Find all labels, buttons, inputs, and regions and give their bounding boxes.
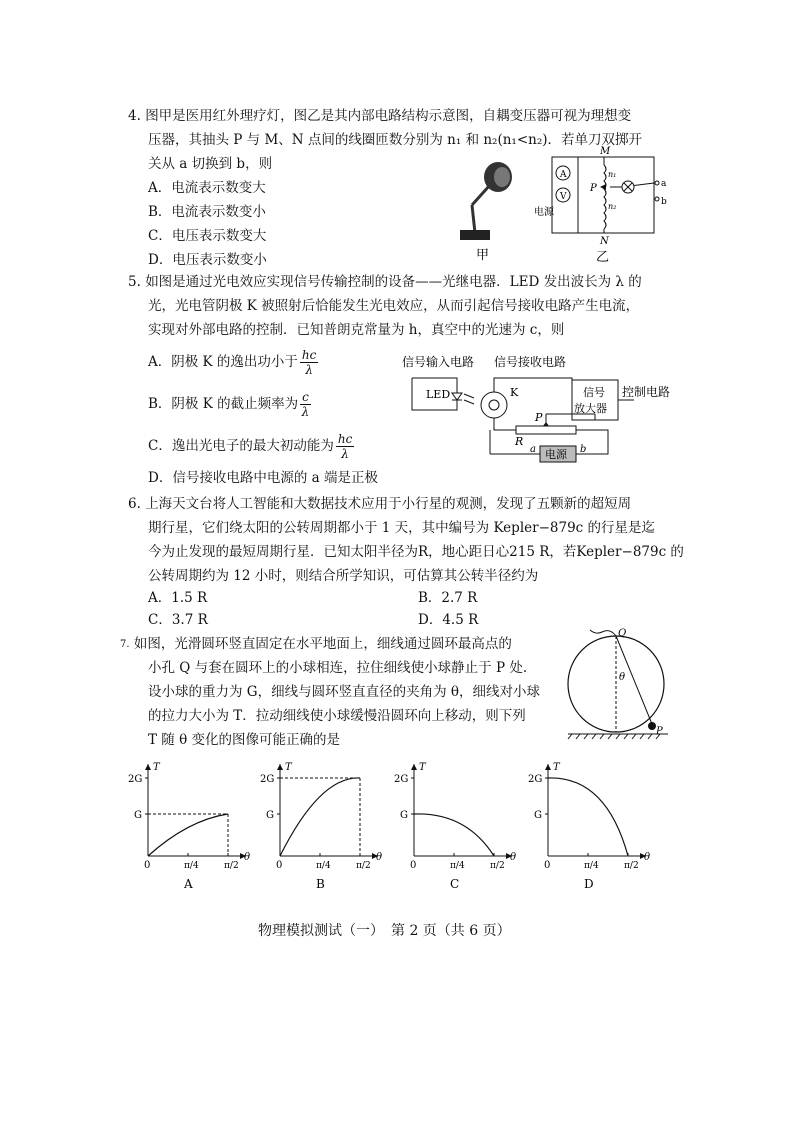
fig-P-label: P xyxy=(535,411,543,424)
cathode-label: K xyxy=(510,386,519,399)
q5-option-a-fraction xyxy=(300,348,318,377)
q4-number: 4. xyxy=(128,108,141,124)
origin-label: 0 xyxy=(410,860,417,871)
q5-text-3: 实现对外部电路的控制．已知普朗克常量为 h，真空中的光速为 c，则 xyxy=(148,322,565,338)
origin-label: 0 xyxy=(276,860,283,871)
fig-receive-label: 信号接收电路 xyxy=(494,355,567,369)
xtick-pi2-label: π/2 xyxy=(356,861,371,871)
q7-text-4: 的拉力大小为 T．拉动细线使小球缓慢沿圆环向上移动，则下列 xyxy=(148,708,526,724)
q4-option-b[interactable]: B．电流表示数变小 xyxy=(148,204,266,220)
q4-option-c[interactable]: C．电压表示数变大 xyxy=(148,228,267,244)
amp-label-2: 放大器 xyxy=(574,402,607,415)
origin-label: 0 xyxy=(144,860,151,871)
q5-option-b-fraction xyxy=(300,390,311,419)
xtick-pi4-label: π/4 xyxy=(450,861,465,871)
q5-number: 5. xyxy=(128,274,141,290)
y-axis-label: T xyxy=(553,762,560,773)
q4-text-2: 压器，其抽头 P 与 M、N 点间的线圈匝数分别为 n₁ 和 n₂(n₁<n₂)．若单刀双掷开 xyxy=(148,132,643,148)
control-label: 控制电路 xyxy=(622,385,671,399)
q7-graph-b[interactable] xyxy=(260,756,390,896)
q5-line1 xyxy=(128,270,642,295)
q5-option-c[interactable] xyxy=(148,432,356,461)
frac-num: hc xyxy=(337,432,353,446)
ytick-2G: 2G xyxy=(260,774,275,785)
q7-graph-c[interactable] xyxy=(394,756,524,896)
xtick-pi2-label: π/2 xyxy=(224,861,239,871)
frac-den: λ xyxy=(305,363,313,377)
led-label: LED xyxy=(426,388,451,401)
frac-den: λ xyxy=(341,447,349,461)
q7-graph-d[interactable] xyxy=(528,756,658,896)
q7-text-3: 设小球的重力为 G，细线与圆环竖直直径的夹角为 θ，细线对小球 xyxy=(148,684,540,700)
q7-text-2: 小孔 Q 与套在圆环上的小球相连，拉住细线使小球静止于 P 处. xyxy=(148,660,528,676)
q5-option-a-text: A．阴极 K 的逸出功小于 xyxy=(148,354,298,370)
y-axis-arrow xyxy=(411,764,417,770)
q4-line1 xyxy=(128,104,631,129)
frac-num: hc xyxy=(301,348,317,362)
q6-option-c[interactable]: C．3.7 R xyxy=(148,612,208,628)
q4-fig-left-label: 甲 xyxy=(476,248,490,263)
label-a: a xyxy=(661,179,667,189)
label-N: N xyxy=(600,236,609,247)
x-axis-label: θ xyxy=(510,852,517,863)
graph-curve xyxy=(414,814,494,856)
y-axis-arrow xyxy=(277,764,283,770)
q5-text-2: 光，光电管阴极 K 被照射后恰能发生光电效应，从而引起信号接收电路产生电流， xyxy=(148,298,640,314)
xtick-pi2-label: π/2 xyxy=(490,861,505,871)
q4-option-a[interactable]: A．电流表示数变大 xyxy=(148,180,266,196)
q5-option-c-text: C．逸出光电子的最大初动能为 xyxy=(148,438,334,454)
ytick-2G: 2G xyxy=(128,774,143,785)
amp-label-1: 信号 xyxy=(583,386,605,399)
q6-option-a[interactable]: A．1.5 R xyxy=(148,590,208,606)
ytick-2G: 2G xyxy=(394,774,409,785)
xtick-pi4-label: π/4 xyxy=(184,861,199,871)
q5-option-b[interactable] xyxy=(148,390,313,419)
ring-theta-label: θ xyxy=(619,672,626,683)
q6-text-4: 公转周期约为 12 小时，则结合所学知识，可估算其公转半径约为 xyxy=(148,568,539,584)
page-footer: 物理模拟测试（一） 第 2 页（共 6 页） xyxy=(258,923,511,939)
graph-curve xyxy=(548,778,628,856)
q7-line1 xyxy=(120,632,512,657)
origin-label: 0 xyxy=(544,860,551,871)
fig-R-label: R xyxy=(515,435,524,448)
q6-number: 6. xyxy=(128,496,141,512)
graph-option-label: A xyxy=(184,877,193,891)
q4-fig-right-label: 乙 xyxy=(596,250,610,265)
q7-number: 7. xyxy=(120,639,130,650)
graph-curve xyxy=(148,814,228,856)
q7-text-5: T 随 θ 变化的图像可能正确的是 xyxy=(148,732,341,748)
x-axis-label: θ xyxy=(244,852,251,863)
source-label: 电源 xyxy=(534,207,554,218)
label-n2: n₂ xyxy=(608,202,617,211)
q6-option-d[interactable]: D．4.5 R xyxy=(418,612,479,628)
q6-text-3: 今为止发现的最短周期行星．已知太阳半径为R，地心距日心215 R，若Kepler−879c 的 xyxy=(148,544,684,560)
q5-option-d[interactable]: D．信号接收电路中电源的 a 端是正极 xyxy=(148,470,378,486)
q4-lamp-figure xyxy=(450,155,530,265)
fig-input-label: 信号输入电路 xyxy=(402,355,475,369)
ytick-G: G xyxy=(134,810,142,821)
xtick-pi2-label: π/2 xyxy=(624,861,639,871)
ytick-2G: 2G xyxy=(528,774,543,785)
q6-option-b[interactable]: B．2.7 R xyxy=(418,590,478,606)
q6-text-2: 期行星，它们绕太阳的公转周期都小于 1 天，其中编号为 Kepler−879c 的行星是迄 xyxy=(148,520,656,536)
voltmeter-label: V xyxy=(560,192,567,202)
q4-circuit-figure xyxy=(534,143,674,265)
graph-curve xyxy=(280,778,360,856)
label-P: P xyxy=(590,183,597,194)
ring-P-label: P xyxy=(656,726,663,737)
q7-text-1: 如图，光滑圆环竖直固定在水平地面上，细线通过圆环最高点的 xyxy=(133,636,512,652)
x-axis-label: θ xyxy=(376,852,383,863)
q6-line1 xyxy=(128,492,631,517)
graph-option-label: B xyxy=(316,877,325,891)
y-axis-arrow xyxy=(545,764,551,770)
q5-option-a[interactable] xyxy=(148,348,320,377)
x-axis-label: θ xyxy=(644,852,651,863)
fig-b-label: b xyxy=(580,444,587,455)
y-axis-label: T xyxy=(153,762,160,773)
ammeter-label: A xyxy=(560,170,567,180)
frac-num: c xyxy=(302,390,309,404)
q4-text-3: 关从 a 切换到 b，则 xyxy=(148,156,273,172)
q5-relay-figure xyxy=(402,350,684,466)
q7-ring-figure xyxy=(560,626,675,746)
q7-graph-a[interactable] xyxy=(128,756,258,896)
y-axis-arrow xyxy=(145,764,151,770)
ytick-G: G xyxy=(534,810,542,821)
ring-Q-label: Q xyxy=(618,628,627,639)
q5-option-c-fraction xyxy=(336,432,354,461)
fig-source-label: 电源 xyxy=(545,448,567,461)
q5-text-1: 如图是通过光电效应实现信号传输控制的设备——光继电器．LED 发出波长为 λ 的 xyxy=(145,274,642,290)
ytick-G: G xyxy=(400,810,408,821)
graph-option-label: C xyxy=(450,877,460,891)
xtick-pi4-label: π/4 xyxy=(584,861,599,871)
q6-text-1: 上海天文台将人工智能和大数据技术应用于小行星的观测，发现了五颗新的超短周 xyxy=(145,496,632,512)
xtick-pi4-label: π/4 xyxy=(316,861,331,871)
y-axis-label: T xyxy=(285,762,292,773)
label-b: b xyxy=(661,197,667,207)
lamp-icon xyxy=(460,162,512,240)
label-M: M xyxy=(600,146,611,157)
frac-den: λ xyxy=(301,405,310,419)
ytick-G: G xyxy=(266,810,274,821)
q4-option-d[interactable]: D．电压表示数变小 xyxy=(148,252,267,268)
graph-option-label: D xyxy=(584,877,594,891)
q4-text-1: 图甲是医用红外理疗灯，图乙是其内部电路结构示意图，自耦变压器可视为理想变 xyxy=(145,108,632,124)
y-axis-label: T xyxy=(419,762,426,773)
q5-option-b-text: B．阴极 K 的截止频率为 xyxy=(148,396,299,412)
fig-a-label: a xyxy=(530,444,536,455)
label-n1: n₁ xyxy=(608,170,617,179)
